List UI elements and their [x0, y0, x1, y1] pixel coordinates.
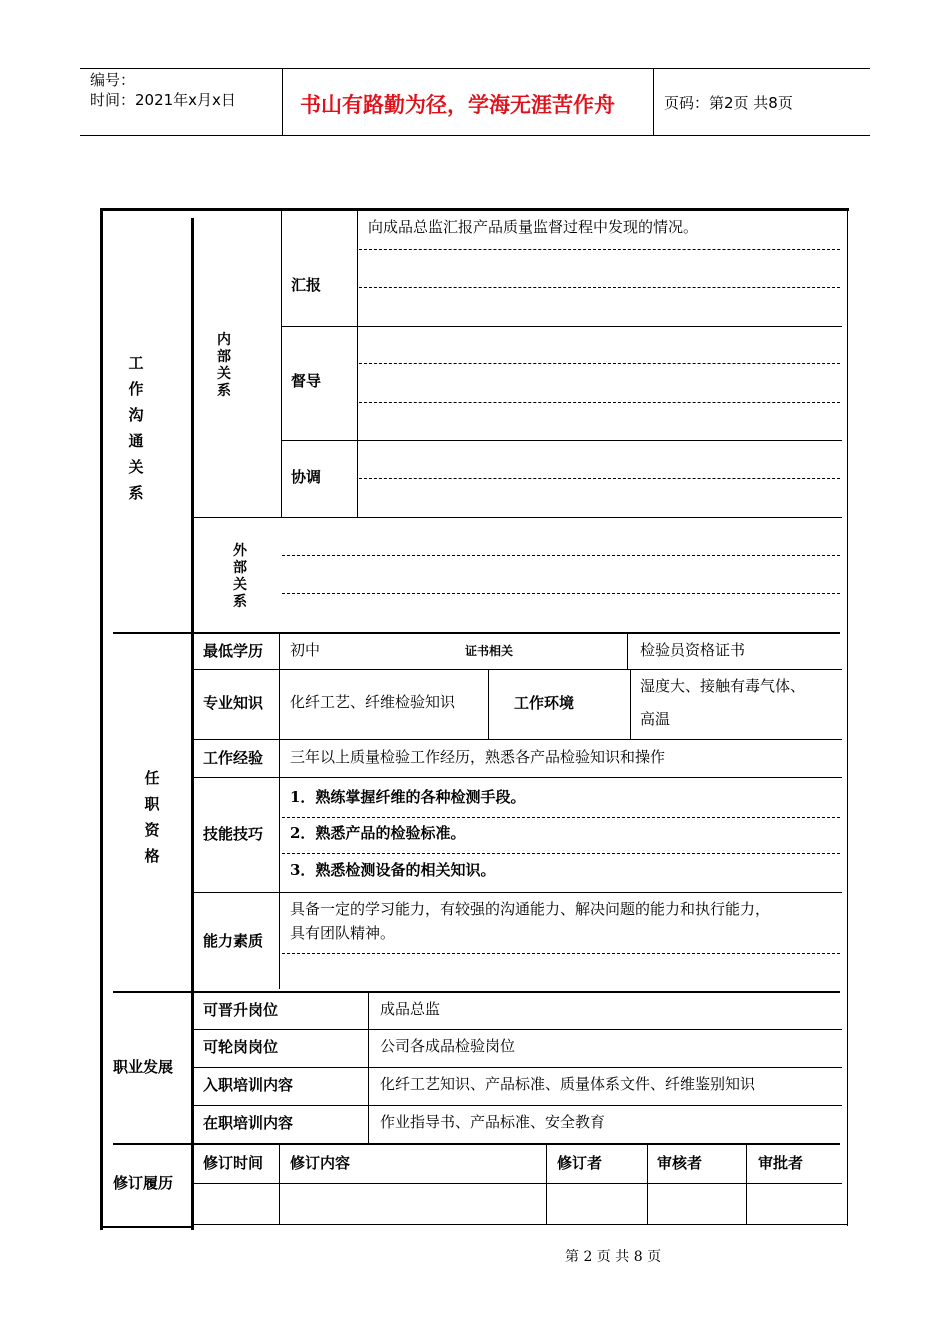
report-blank-line-2 — [359, 287, 840, 288]
header-top-rule — [80, 68, 870, 69]
ontheJob-training-value: 作业指导书、产品标准、安全教育 — [380, 1113, 606, 1131]
revision-col-divider-2 — [546, 1145, 547, 1225]
table-top-border — [100, 208, 849, 211]
supervise-label: 督导 — [291, 372, 322, 390]
comm-text-divider — [357, 211, 358, 518]
knowledge-label: 专业知识 — [203, 694, 264, 712]
revision-header-divider — [194, 1183, 842, 1184]
revision-col-divider-1 — [279, 1145, 280, 1225]
qual-label-divider — [279, 633, 280, 989]
education-value: 初中 — [290, 641, 321, 659]
rotation-value: 公司各成品检验岗位 — [380, 1037, 516, 1055]
coordinate-label: 协调 — [291, 468, 322, 486]
promotion-label: 可晋升岗位 — [203, 1001, 279, 1019]
coordinate-blank-line — [359, 478, 840, 479]
internal-external-divider — [194, 517, 842, 518]
career-label-divider — [368, 993, 369, 1143]
experience-label: 工作经验 — [203, 749, 264, 767]
experience-row-divider — [194, 777, 842, 778]
education-label: 最低学历 — [203, 642, 264, 660]
promotion-value: 成品总监 — [380, 1000, 441, 1018]
table-left-border — [100, 208, 103, 1230]
skill-item-1: 1．熟练掌握纤维的各种检测手段。 — [290, 788, 526, 806]
internal-relations-label: 内部关系 — [217, 332, 231, 399]
skill-divider-2 — [282, 853, 840, 854]
table-bottom-border — [194, 1224, 848, 1225]
career-section-label: 职业发展 — [113, 1058, 174, 1076]
onboard-training-value: 化纤工艺知识、产品标准、质量体系文件、纤维鉴别知识 — [380, 1075, 756, 1093]
cert-divider — [627, 633, 628, 670]
header-motto: 书山有路勤为径，学海无涯苦作舟 — [300, 93, 615, 117]
rotation-row-divider — [194, 1067, 842, 1068]
revision-col-content: 修订内容 — [290, 1154, 351, 1172]
env-label: 工作环境 — [514, 694, 575, 712]
qualifications-top-border — [113, 632, 840, 634]
table-right-border — [847, 208, 848, 1226]
onboard-row-divider — [194, 1105, 842, 1106]
supervise-row-divider — [282, 440, 842, 441]
revision-col-reviewer: 审核者 — [657, 1154, 703, 1172]
header-time-label: 时间：2021年x月x日 — [90, 91, 236, 109]
ontheJob-training-label: 在职培训内容 — [203, 1114, 294, 1132]
career-top-border — [113, 991, 840, 993]
header-number-label: 编号： — [90, 71, 136, 89]
report-row-divider — [282, 326, 842, 327]
label-column-divider — [191, 218, 194, 1230]
revision-section-label: 修订履历 — [113, 1174, 174, 1192]
qualifications-section-label: 任职资格 — [144, 769, 160, 865]
header-page-info: 页码：第2页 共8页 — [664, 94, 793, 112]
external-relations-label: 外部关系 — [233, 543, 247, 610]
ability-blank-line — [282, 953, 840, 954]
header-divider-left — [282, 68, 283, 136]
env-label-divider-left — [488, 670, 489, 740]
ability-label: 能力素质 — [203, 932, 264, 950]
revision-col-divider-4 — [746, 1145, 747, 1225]
knowledge-value: 化纤工艺、纤维检验知识 — [290, 693, 456, 711]
skill-divider-1 — [282, 817, 840, 818]
rotation-label: 可轮岗岗位 — [203, 1038, 279, 1056]
cert-value: 检验员资格证书 — [640, 641, 746, 659]
header-bottom-rule — [80, 135, 870, 136]
ability-value-line-2: 具有团队精神。 — [290, 924, 396, 942]
supervise-blank-line-2 — [359, 402, 840, 403]
cert-label: 证书相关 — [465, 644, 514, 658]
promotion-row-divider — [194, 1029, 842, 1030]
supervise-blank-line-1 — [359, 363, 840, 364]
comm-inner-divider — [281, 211, 282, 518]
skill-item-3: 3．熟悉检测设备的相关知识。 — [290, 861, 496, 879]
env-label-divider-right — [630, 670, 631, 740]
env-value-line-1: 湿度大、接触有毒气体、 — [640, 677, 806, 695]
revision-col-divider-3 — [647, 1145, 648, 1225]
onboard-training-label: 入职培训内容 — [203, 1076, 294, 1094]
skill-item-2: 2．熟悉产品的检验标准。 — [290, 824, 466, 842]
ability-value-line-1: 具备一定的学习能力，有较强的沟通能力、解决问题的能力和执行能力， — [290, 900, 771, 918]
footer-page-number: 第 2 页 共 8 页 — [565, 1249, 662, 1265]
report-label: 汇报 — [291, 276, 322, 294]
report-text: 向成品总监汇报产品质量监督过程中发现的情况。 — [368, 218, 699, 236]
knowledge-row-divider — [194, 739, 842, 740]
skills-label: 技能技巧 — [203, 825, 264, 843]
skills-row-divider — [194, 892, 842, 893]
communication-section-label: 工作沟通关系 — [128, 354, 144, 502]
env-value-line-2: 高温 — [640, 710, 671, 728]
revision-top-border — [113, 1143, 840, 1145]
external-blank-line-1 — [282, 555, 840, 556]
experience-value: 三年以上质量检验工作经历，熟悉各产品检验知识和操作 — [290, 748, 666, 766]
label-bottom-border — [103, 1226, 194, 1228]
education-row-divider — [194, 669, 842, 670]
revision-col-approver: 审批者 — [758, 1154, 804, 1172]
report-blank-line-1 — [359, 249, 840, 250]
external-blank-line-2 — [282, 593, 840, 594]
revision-col-time: 修订时间 — [203, 1154, 264, 1172]
header-divider-right — [653, 68, 654, 136]
revision-col-reviser: 修订者 — [557, 1154, 603, 1172]
